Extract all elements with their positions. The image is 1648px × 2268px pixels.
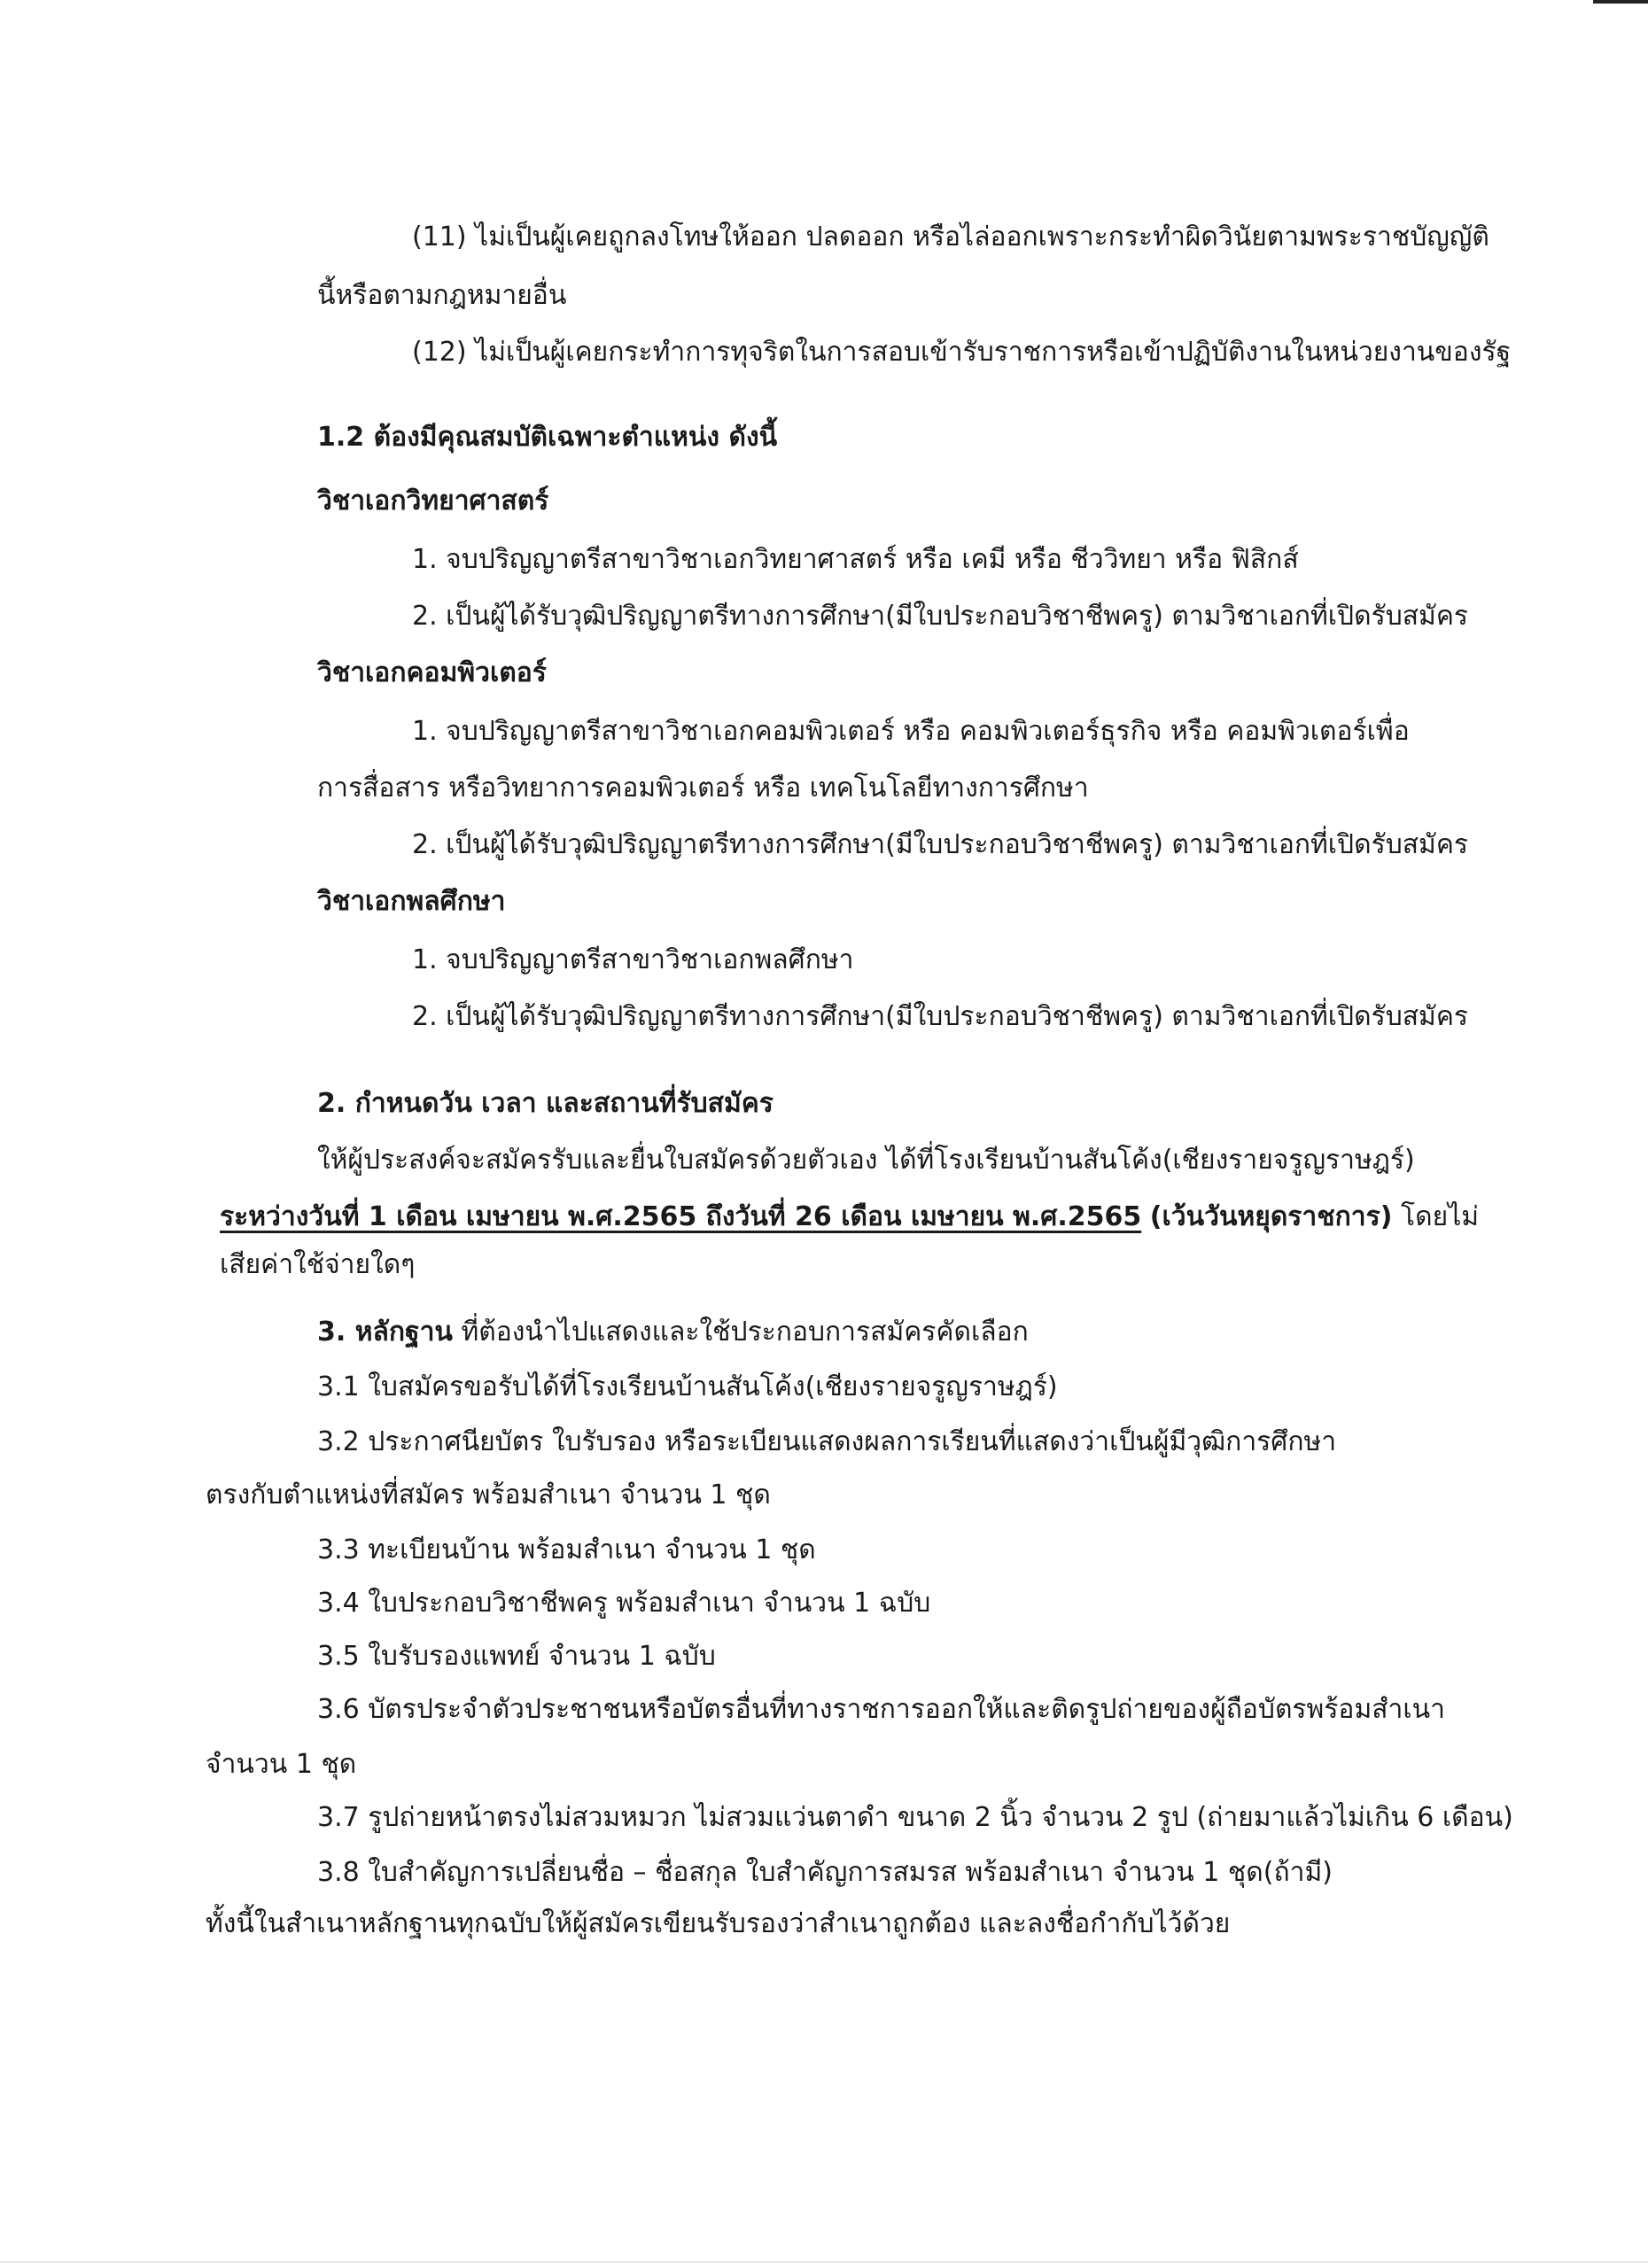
doc-item-3-6-line1: 3.6 บัตรประจำตัวประชาชนหรือบัตรอื่นที่ทางราชการออกให้และติดรูปถ่ายของผู้ถือบัตรพร้อมสำเนา	[317, 1694, 1445, 1725]
science-item-1: 1. จบปริญญาตรีสาขาวิชาเอกวิทยาศาสตร์ หรือ เคมี หรือ ชีววิทยา หรือ ฟิสิกส์	[412, 544, 1299, 575]
pe-item-1: 1. จบปริญญาตรีสาขาวิชาเอกพลศึกษา	[412, 944, 854, 975]
section-2-line1: ให้ผู้ประสงค์จะสมัครรับและยื่นใบสมัครด้วยตัวเอง ได้ที่โรงเรียนบ้านสันโค้ง(เชียงรายจรูญราษฎร์)	[317, 1145, 1415, 1176]
no-fee-start: โดยไม่	[1401, 1201, 1480, 1232]
doc-item-3-2-line1: 3.2 ประกาศนียบัตร ใบรับรอง หรือระเบียนแสดงผลการเรียนที่แสดงว่าเป็นผู้มีวุฒิการศึกษา	[317, 1426, 1337, 1457]
heading-section-2: 2. กำหนดวัน เวลา และสถานที่รับสมัคร	[317, 1088, 773, 1119]
item-11-line1: (11) ไม่เป็นผู้เคยถูกลงโทษให้ออก ปลดออก หรือไล่ออกเพราะกระทำผิดวินัยตามพระราชบัญญัติ	[412, 221, 1489, 252]
item-11-line2: นี้หรือตามกฎหมายอื่น	[317, 280, 567, 311]
holiday-exception: (เว้นวันหยุดราชการ)	[1149, 1201, 1393, 1232]
heading-section-3-bold: 3. หลักฐาน	[317, 1317, 453, 1348]
doc-item-3-1: 3.1 ใบสมัครขอรับได้ที่โรงเรียนบ้านสันโค้ง(เชียงรายจรูญราษฎร์)	[317, 1371, 1058, 1402]
computer-major-title: วิชาเอกคอมพิวเตอร์	[317, 657, 547, 688]
page-bottom-edge	[0, 2261, 1648, 2263]
heading-1-2: 1.2 ต้องมีคุณสมบัติเฉพาะตำแหน่ง ดังนี้	[317, 422, 778, 453]
item-12: (12) ไม่เป็นผู้เคยกระทำการทุจริตในการสอบเข้ารับราชการหรือเข้าปฏิบัติงานในหน่วยงานของรัฐ	[412, 337, 1512, 368]
doc-item-3-2-line2: ตรงกับตำแหน่งที่สมัคร พร้อมสำเนา จำนวน 1 ชุด	[206, 1480, 771, 1511]
doc-item-3-3: 3.3 ทะเบียนบ้าน พร้อมสำเนา จำนวน 1 ชุด	[317, 1534, 816, 1565]
certification-note: ทั้งนี้ในสำเนาหลักฐานทุกฉบับให้ผู้สมัครเขียนรับรองว่าสำเนาถูกต้อง และลงชื่อกำกับไว้ด้วย	[206, 1908, 1231, 1939]
pe-major-title: วิชาเอกพลศึกษา	[317, 886, 506, 917]
doc-item-3-7: 3.7 รูปถ่ายหน้าตรงไม่สวมหมวก ไม่สวมแว่นตาดำ ขนาด 2 นิ้ว จำนวน 2 รูป (ถ่ายมาแล้วไม่เกิน 6 เดือน)	[317, 1802, 1513, 1833]
computer-item-1-line2: การสื่อสาร หรือวิทยาการคอมพิวเตอร์ หรือ เทคโนโลยีทางการศึกษา	[317, 773, 1089, 804]
doc-item-3-8: 3.8 ใบสำคัญการเปลี่ยนชื่อ – ชื่อสกุล ใบสำคัญการสมรส พร้อมสำเนา จำนวน 1 ชุด(ถ้ามี)	[317, 1857, 1333, 1888]
application-date-range: ระหว่างวันที่ 1 เดือน เมษายน พ.ศ.2565 ถึงวันที่ 26 เดือน เมษายน พ.ศ.2565	[220, 1201, 1142, 1232]
section-2-line3: เสียค่าใช้จ่ายใดๆ	[220, 1249, 416, 1280]
science-major-title: วิชาเอกวิทยาศาสตร์	[317, 485, 549, 517]
computer-item-1-line1: 1. จบปริญญาตรีสาขาวิชาเอกคอมพิวเตอร์ หรือ คอมพิวเตอร์ธุรกิจ หรือ คอมพิวเตอร์เพื่อ	[412, 716, 1410, 747]
doc-item-3-5: 3.5 ใบรับรองแพทย์ จำนวน 1 ฉบับ	[317, 1641, 716, 1672]
pe-item-2: 2. เป็นผู้ได้รับวุฒิปริญญาตรีทางการศึกษา(มีใบประกอบวิชาชีพครู) ตามวิชาเอกที่เปิดรับสมัคร	[412, 1001, 1469, 1032]
scan-edge-mark	[1593, 0, 1648, 4]
section-2-line2	[220, 1200, 1479, 1235]
doc-item-3-6-line2: จำนวน 1 ชุด	[206, 1749, 357, 1780]
doc-item-3-4: 3.4 ใบประกอบวิชาชีพครู พร้อมสำเนา จำนวน 1 ฉบับ	[317, 1588, 931, 1619]
heading-section-3	[317, 1315, 1029, 1350]
science-item-2: 2. เป็นผู้ได้รับวุฒิปริญญาตรีทางการศึกษา(มีใบประกอบวิชาชีพครู) ตามวิชาเอกที่เปิดรับสมัคร	[412, 601, 1469, 632]
computer-item-2: 2. เป็นผู้ได้รับวุฒิปริญญาตรีทางการศึกษา(มีใบประกอบวิชาชีพครู) ตามวิชาเอกที่เปิดรับสมัคร	[412, 829, 1469, 860]
heading-section-3-rest: ที่ต้องนำไปแสดงและใช้ประกอบการสมัครคัดเลือก	[461, 1317, 1029, 1348]
